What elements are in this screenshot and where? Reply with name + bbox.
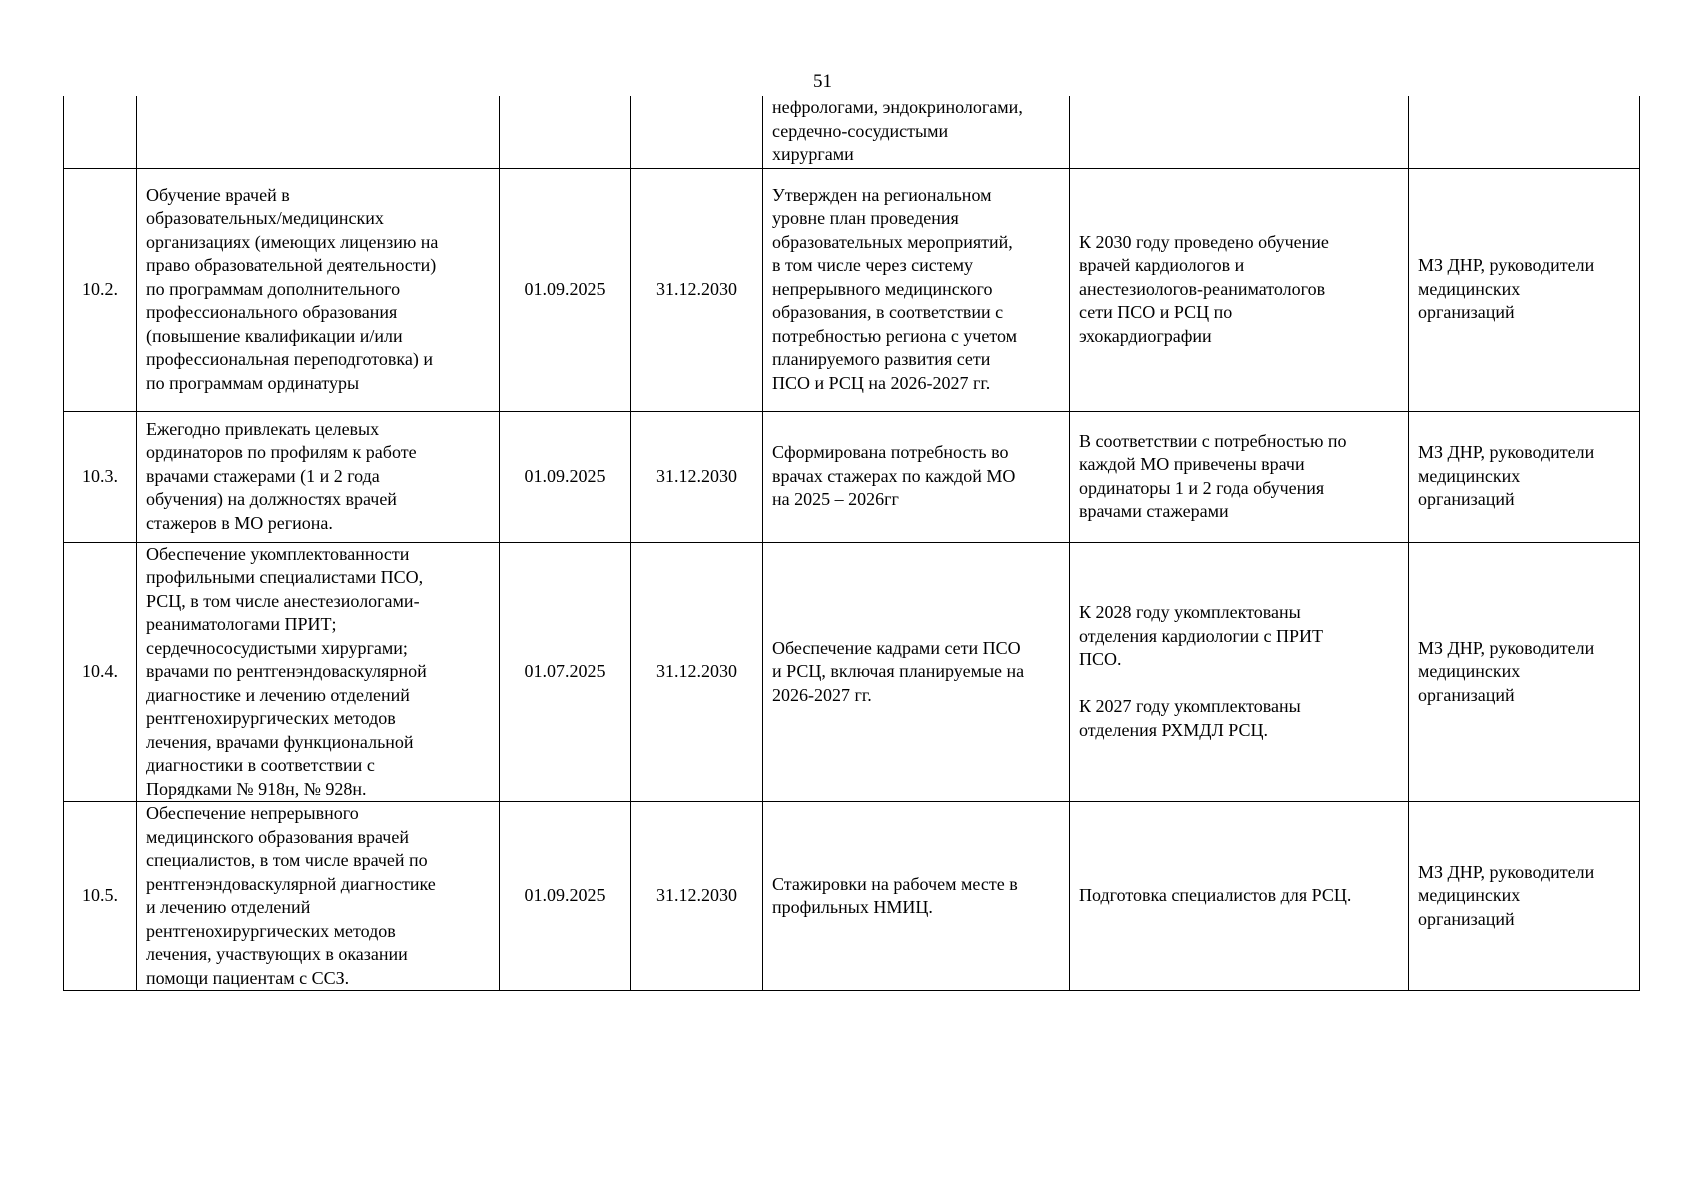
table-row xyxy=(64,542,1640,802)
indicator-cell: К 2030 году проведено обучение врачей кардиологов и анестезиологов-реаниматологов сети ПСО и РСЦ по эхокардиографии xyxy=(1070,168,1409,411)
activity-cell: Обеспечение непрерывного медицинского образования врачей специалистов, в том числе врачей по рентгенэндоваскулярной диагностике и лечению отделений рентгенохирургических методов лечения, участвующих в оказании помощи пациентам с ССЗ. xyxy=(137,802,500,991)
responsible-cell: МЗ ДНР, руководители медицинских организаций xyxy=(1409,411,1640,542)
continuation-row xyxy=(64,96,1640,168)
responsible-cell: МЗ ДНР, руководители медицинских организаций xyxy=(1409,802,1640,991)
indicator-cell xyxy=(1070,96,1409,168)
number-cell xyxy=(64,96,137,168)
activities-table xyxy=(63,96,1640,991)
result-cell: Сформирована потребность во врачах стажерах по каждой МО на 2025 – 2026гг xyxy=(763,411,1070,542)
start-date-cell xyxy=(500,96,631,168)
result-cell: Стажировки на рабочем месте в профильных НМИЦ. xyxy=(763,802,1070,991)
end-date-cell: 31.12.2030 xyxy=(631,168,763,411)
end-date-cell: 31.12.2030 xyxy=(631,542,763,802)
row-number: 10.3. xyxy=(64,411,137,542)
result-cell: Утвержден на региональном уровне план проведения образовательных мероприятий, в том числе через систему непрерывного медицинского образования, в соответствии с потребностью региона с учетом планируемого развития сети ПСО и РСЦ на 2026-2027 гг. xyxy=(763,168,1070,411)
start-date-cell: 01.09.2025 xyxy=(500,411,631,542)
start-date-cell: 01.09.2025 xyxy=(500,802,631,991)
table-row xyxy=(64,411,1640,542)
table-row xyxy=(64,802,1640,991)
end-date-cell xyxy=(631,96,763,168)
indicator-cell: В соответствии с потребностью по каждой МО привечены врачи ординаторы 1 и 2 года обучения врачами стажерами xyxy=(1070,411,1409,542)
responsible-cell: МЗ ДНР, руководители медицинских организаций xyxy=(1409,168,1640,411)
result-cell: нефрологами, эндокринологами, сердечно-сосудистыми хирургами xyxy=(763,96,1070,168)
responsible-cell: МЗ ДНР, руководители медицинских организаций xyxy=(1409,542,1640,802)
row-number: 10.2. xyxy=(64,168,137,411)
end-date-cell: 31.12.2030 xyxy=(631,802,763,991)
activity-cell: Обеспечение укомплектованности профильными специалистами ПСО, РСЦ, в том числе анестезиологами- реаниматологами ПРИТ; сердечнососудистыми хирургами; врачами по рентгенэндоваскулярной диагностике и лечению отделений рентгенохирургических методов лечения, врачами функциональной диагностики в соответствии с Порядками № 918н, № 928н. xyxy=(137,542,500,802)
responsible-cell xyxy=(1409,96,1640,168)
table-row xyxy=(64,168,1640,411)
start-date-cell: 01.09.2025 xyxy=(500,168,631,411)
end-date-cell: 31.12.2030 xyxy=(631,411,763,542)
start-date-cell: 01.07.2025 xyxy=(500,542,631,802)
page-number: 51 xyxy=(813,71,832,92)
row-number: 10.4. xyxy=(64,542,137,802)
row-number: 10.5. xyxy=(64,802,137,991)
activity-cell: Ежегодно привлекать целевых ординаторов по профилям к работе врачами стажерами (1 и 2 года обучения) на должностях врачей стажеров в МО региона. xyxy=(137,411,500,542)
result-cell: Обеспечение кадрами сети ПСО и РСЦ, включая планируемые на 2026-2027 гг. xyxy=(763,542,1070,802)
indicator-cell: К 2028 году укомплектованы отделения кардиологии с ПРИТ ПСО. К 2027 году укомплектованы отделения РХМДЛ РСЦ. xyxy=(1070,542,1409,802)
activity-cell xyxy=(137,96,500,168)
activity-cell: Обучение врачей в образовательных/медицинских организациях (имеющих лицензию на право образовательной деятельности) по программам дополнительного профессионального образования (повышение квалификации и/или профессиональная переподготовка) и по программам ординатуры xyxy=(137,168,500,411)
indicator-cell: Подготовка специалистов для РСЦ. xyxy=(1070,802,1409,991)
